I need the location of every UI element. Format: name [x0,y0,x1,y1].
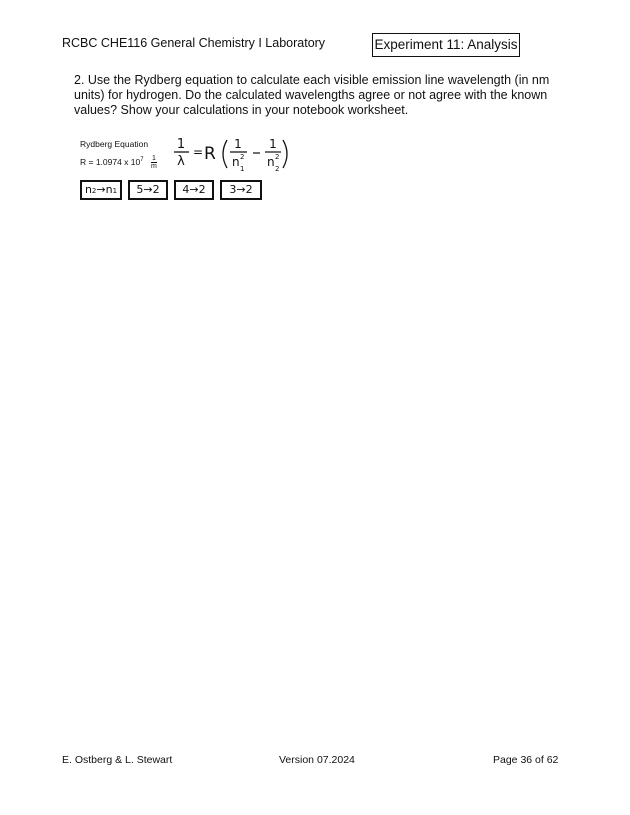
header-n-b: n [105,183,113,196]
unit-numerator: 1 [151,155,156,162]
footer-page-number: Page 36 of 62 [493,754,559,766]
rydberg-formula-handwritten [172,134,302,176]
rydberg-constant-value: R = 1.0974 x 10 [80,156,141,167]
unit-denominator: m [151,163,157,170]
course-title: RCBC CHE116 General Chemistry I Laboratory [62,36,326,50]
header-sub-b: 1 [112,187,118,195]
experiment-title-box: Experiment 11: Analysis [372,33,520,57]
transition-box-4-2: 4→2 [174,180,214,200]
formula-term2-numerator: 1 [269,137,277,151]
formula-lhs-denominator: λ [177,154,185,169]
formula-left-paren [223,140,227,168]
formula-r: R [204,144,216,164]
formula-term2-exponent: 2 [275,153,280,161]
footer-authors: E. Ostberg & L. Stewart [62,754,173,766]
formula-term2-subscript: 2 [275,165,280,173]
header-n-a: n [84,183,92,196]
formula-lhs-numerator: 1 [176,137,186,152]
rydberg-constant-unit [151,155,157,170]
transition-box-5-2: 5→2 [128,180,168,200]
rydberg-constant-exponent: 7 [140,156,144,163]
formula-term1-denominator: n [232,155,240,169]
footer-version: Version 07.2024 [279,754,355,766]
header-arrow: → [96,183,106,196]
formula-term1-numerator: 1 [234,137,242,151]
formula-equals: = [193,145,204,159]
transition-header-box [80,180,122,200]
formula-term1-exponent: 2 [240,153,245,161]
rydberg-constant [80,155,157,170]
formula-term1-subscript: 1 [240,165,245,173]
transition-box-3-2: 3→2 [220,180,262,200]
formula-term2-denominator: n [267,155,275,169]
formula-right-paren [283,140,287,168]
header-sub-a: 2 [91,187,97,195]
question-2-text: 2. Use the Rydberg equation to calculate each visible emission line wavelength (in nm units) for hydrogen. Do the calculated wavelengths agree or not agree with the known values? Show your calculations in your notebook worksheet. [74,73,550,117]
rydberg-equation-label: Rydberg Equation [80,139,149,149]
